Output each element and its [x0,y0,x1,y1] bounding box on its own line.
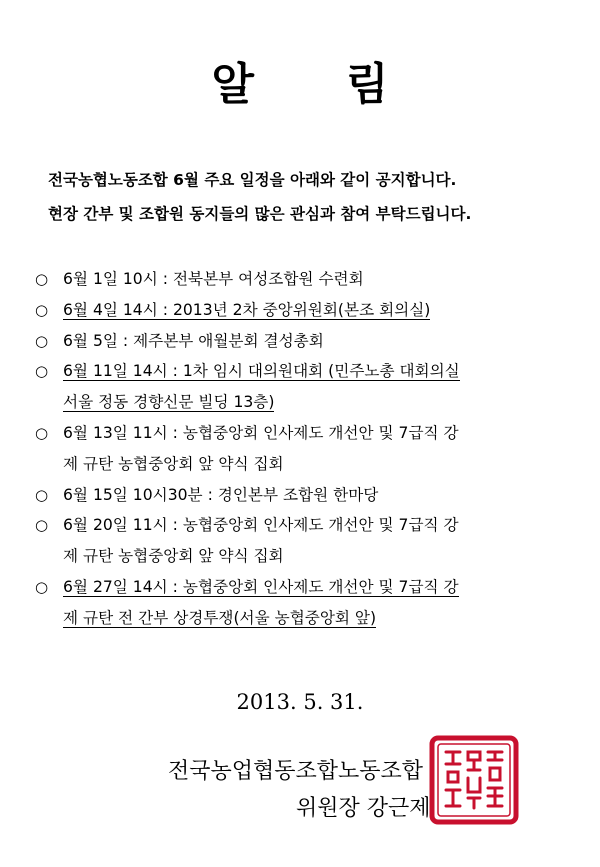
circle-bullet-icon: ○ [35,516,49,535]
schedule-list [35,264,567,634]
schedule-item [35,480,567,511]
schedule-item [35,295,567,326]
schedule-item [35,356,567,418]
schedule-item [35,264,567,295]
circle-bullet-icon: ○ [35,485,49,504]
circle-bullet-icon: ○ [35,331,49,350]
official-seal-icon [428,734,520,826]
notice-title [0,48,600,112]
title-part-1: 알 [211,59,254,110]
intro-line-1: 전국농협노동조합 6월 주요 일정을 아래와 같이 공지합니다. [48,171,457,189]
title-part-2: 림 [346,59,389,110]
schedule-item [35,572,567,634]
schedule-item [35,326,567,357]
circle-bullet-icon: ○ [35,300,49,319]
schedule-item-text: 6월 11일 14시 : 1차 임시 대의원대회 (민주노총 대회의실 [63,362,460,381]
intro-line-2: 현장 간부 및 조합원 동지들의 많은 관심과 참여 부탁드립니다. [48,205,472,223]
notice-date: 2013. 5. 31. [236,690,364,714]
schedule-item-text: 6월 1일 10시 : 전북본부 여성조합원 수련회 [63,270,364,288]
circle-bullet-icon: ○ [35,270,49,288]
intro-text [48,163,471,231]
signature-chair: 위원장 강근제 [296,796,431,821]
schedule-item [35,510,567,572]
schedule-item-text: 서울 정동 경향신문 빌딩 13층) [63,393,275,412]
schedule-item-text: 제 규탄 전 간부 상경투쟁(서울 농협중앙회 앞) [63,608,377,627]
circle-bullet-icon: ○ [35,423,49,442]
schedule-item-text: 6월 13일 11시 : 농협중앙회 인사제도 개선안 및 7급직 강 [63,423,459,442]
schedule-item-text: 제 규탄 농협중앙회 앞 약식 집회 [63,454,284,473]
schedule-item-text: 6월 5일 : 제주본부 애월분회 결성총회 [63,331,324,350]
schedule-item-text: 6월 20일 11시 : 농협중앙회 인사제도 개선안 및 7급직 강 [63,516,459,535]
schedule-item [35,418,567,480]
schedule-item-text: 6월 27일 14시 : 농협중앙회 인사제도 개선안 및 7급직 강 [63,577,459,596]
signature-org: 전국농업협동조합노동조합 [168,759,424,784]
circle-bullet-icon: ○ [35,362,49,381]
schedule-item-text: 6월 4일 14시 : 2013년 2차 중앙위원회(본조 회의실) [63,300,431,319]
schedule-item-text: 제 규탄 농협중앙회 앞 약식 집회 [63,547,284,566]
circle-bullet-icon: ○ [35,577,49,596]
schedule-item-text: 6월 15일 10시30분 : 경인본부 조합원 한마당 [63,485,379,504]
